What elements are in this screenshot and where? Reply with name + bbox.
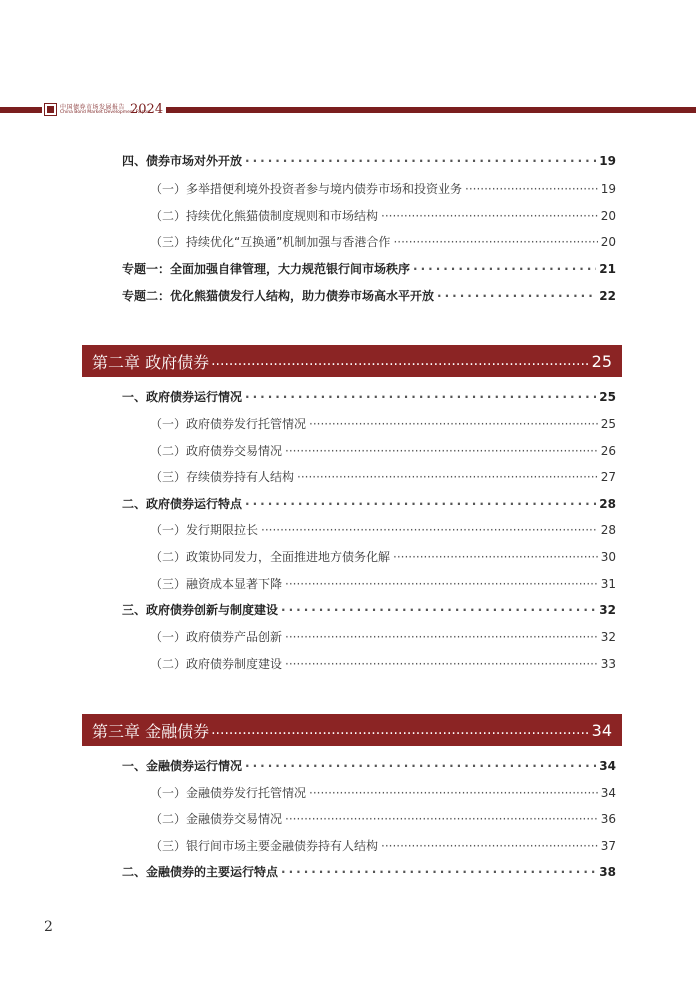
chapter-3-banner[interactable]	[82, 714, 622, 746]
toc-entry-page: 21	[599, 262, 616, 276]
toc-entry-title: 三、政府债券创新与制度建设	[122, 603, 279, 617]
toc-entry-page: 34	[599, 759, 616, 773]
toc-entry[interactable]	[150, 469, 616, 485]
toc-leader	[285, 656, 598, 672]
toc-leader	[281, 864, 596, 880]
toc-entry-title: （一）多举措便利境外投资者参与境内债券市场和投资业务	[150, 182, 463, 196]
toc-entry-title: （三）存续债券持有人结构	[150, 470, 295, 484]
header-title-en: China Bond Market Development Report	[60, 110, 151, 115]
toc-entry[interactable]	[150, 181, 616, 197]
toc-entry-title: 一、政府债券运行情况	[122, 390, 243, 404]
toc-leader	[393, 234, 597, 250]
toc-entry[interactable]	[150, 811, 616, 827]
toc-entry-title: 二、金融债券的主要运行特点	[122, 865, 279, 879]
chapter-title: 第二章 政府债券	[92, 352, 210, 372]
toc-entry-title: （一）金融债券发行托管情况	[150, 786, 307, 800]
toc-entry[interactable]	[122, 261, 616, 277]
toc-entry-title: 四、债券市场对外开放	[122, 154, 243, 168]
toc-entry-page: 20	[600, 209, 616, 223]
toc-entry[interactable]	[122, 389, 616, 405]
toc-leader	[245, 389, 596, 405]
toc-entry[interactable]	[150, 576, 616, 592]
toc-entry[interactable]	[150, 522, 616, 538]
toc-leader	[285, 629, 598, 645]
toc-entry-title: 专题二：优化熊猫债发行人结构，助力债券市场高水平开放	[122, 289, 435, 303]
toc-entry-title: 一、金融债券运行情况	[122, 759, 243, 773]
toc-leader	[281, 602, 596, 618]
toc-entry[interactable]	[122, 864, 616, 880]
toc-entry-page: 38	[599, 865, 616, 879]
toc-leader	[245, 758, 596, 774]
toc-entry-page: 31	[600, 577, 616, 591]
toc-leader	[393, 549, 598, 565]
chapter-page: 25	[591, 351, 612, 371]
toc-entry[interactable]	[150, 785, 616, 801]
toc-leader	[285, 811, 598, 827]
toc-entry-title: （二）政府债券交易情况	[150, 444, 283, 458]
toc-entry-title: （二）政府债券制度建设	[150, 657, 283, 671]
toc-entry[interactable]	[150, 629, 616, 645]
toc-entry-title: （三）持续优化“互换通”机制加强与香港合作	[150, 235, 391, 249]
toc-entry[interactable]	[150, 416, 616, 432]
toc-entry-page: 19	[599, 154, 616, 168]
report-logo-icon	[44, 103, 57, 116]
toc-entry-title: （一）发行期限拉长	[150, 523, 259, 537]
toc-leader	[381, 208, 598, 224]
toc-entry-page: 19	[600, 182, 616, 196]
toc-leader	[309, 785, 598, 801]
header-title-cn: 中国债券市场发展报告	[60, 104, 126, 111]
toc-entry[interactable]	[122, 496, 616, 512]
toc-leader	[309, 416, 598, 432]
toc-leader	[437, 288, 596, 304]
header-year: 2024	[130, 102, 164, 117]
toc-entry-page: 26	[600, 444, 616, 458]
toc-entry[interactable]	[122, 288, 616, 304]
toc-entry[interactable]	[122, 758, 616, 774]
toc-entry[interactable]	[150, 656, 616, 672]
chapter-2-banner[interactable]	[82, 345, 622, 377]
toc-entry-title: （二）持续优化熊猫债制度规则和市场结构	[150, 209, 379, 223]
header-rule-right	[166, 107, 696, 113]
toc-entry-title: 二、政府债券运行特点	[122, 497, 243, 511]
toc-entry[interactable]	[150, 838, 616, 854]
toc-leader	[465, 181, 598, 197]
chapter-title: 第三章 金融债券	[92, 721, 210, 741]
toc-entry-page: 28	[599, 497, 616, 511]
toc-entry-page: 25	[599, 390, 616, 404]
toc-entry-page: 34	[600, 786, 616, 800]
toc-entry[interactable]	[122, 153, 616, 169]
toc-entry-title: （二）政策协同发力，全面推进地方债务化解	[150, 550, 391, 564]
toc-entry-page: 25	[600, 417, 616, 431]
toc-entry[interactable]	[122, 602, 616, 618]
toc-entry-page: 33	[600, 657, 616, 671]
toc-entry[interactable]	[150, 443, 616, 459]
chapter-leader	[211, 353, 590, 369]
toc-entry-page: 32	[599, 603, 616, 617]
toc-entry-title: （一）政府债券产品创新	[150, 630, 283, 644]
toc-entry[interactable]	[150, 208, 616, 224]
toc-entry-title: （一）政府债券发行托管情况	[150, 417, 307, 431]
toc-entry[interactable]	[150, 549, 616, 565]
toc-leader	[285, 443, 598, 459]
toc-leader	[261, 522, 598, 538]
toc-leader	[381, 838, 598, 854]
toc-entry-page: 36	[600, 812, 616, 826]
toc-entry-page: 28	[600, 523, 616, 537]
header-rule-left	[0, 107, 42, 113]
toc-leader	[413, 261, 596, 277]
toc-entry[interactable]	[150, 234, 616, 250]
toc-entry-page: 22	[599, 289, 616, 303]
toc-entry-page: 37	[600, 839, 616, 853]
report-header	[0, 102, 696, 118]
toc-entry-page: 30	[600, 550, 616, 564]
chapter-leader	[211, 722, 590, 738]
page-number: 2	[44, 919, 53, 935]
toc-leader	[245, 496, 596, 512]
toc-entry-page: 20	[600, 235, 616, 249]
toc-entry-title: （二）金融债券交易情况	[150, 812, 283, 826]
toc-entry-title: （三）融资成本显著下降	[150, 577, 283, 591]
toc-entry-title: 专题一：全面加强自律管理，大力规范银行间市场秩序	[122, 262, 411, 276]
toc-leader	[245, 153, 596, 169]
toc-entry-title: （三）银行间市场主要金融债券持有人结构	[150, 839, 379, 853]
toc-entry-page: 27	[600, 470, 616, 484]
toc-entry-page: 32	[600, 630, 616, 644]
toc-leader	[285, 576, 598, 592]
toc-leader	[297, 469, 598, 485]
chapter-page: 34	[591, 720, 612, 740]
